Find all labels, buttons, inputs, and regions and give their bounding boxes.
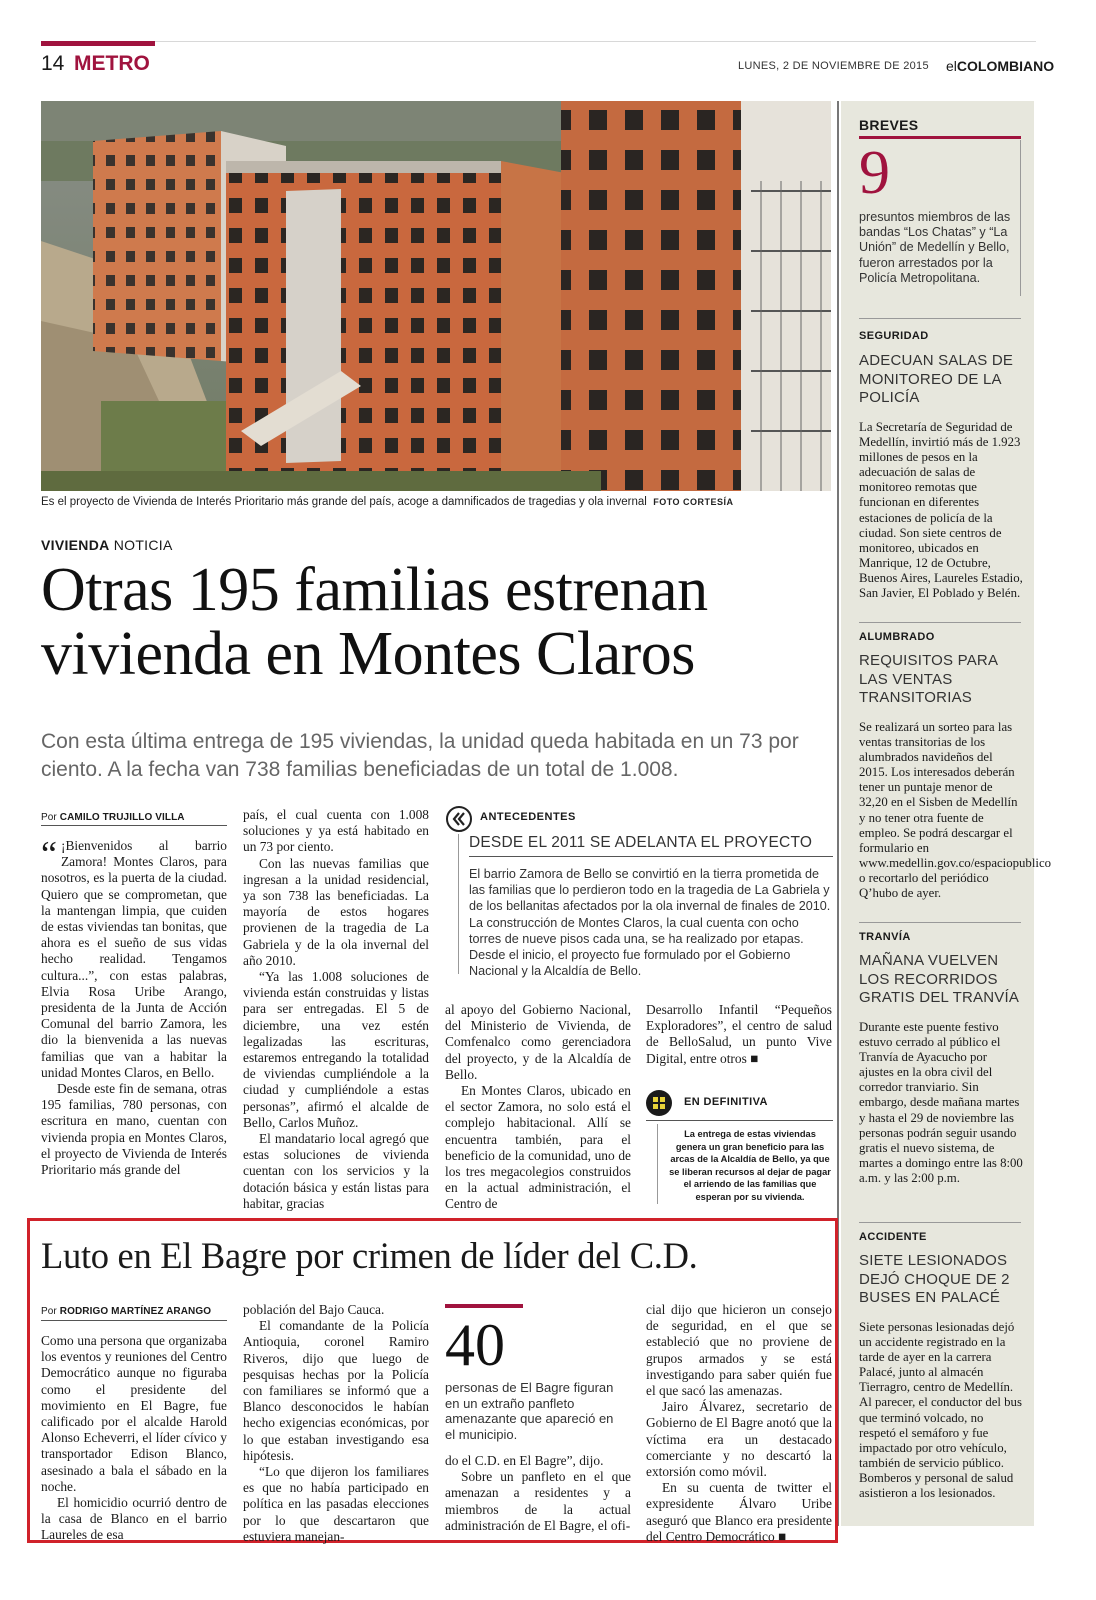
second-column-3 [445,1453,631,1534]
headline-line-2: vivienda en Montes Claros [41,620,695,688]
opening-quote-mark: “ [41,834,57,874]
chevrons-left-icon [446,806,472,832]
brief-body: Siete personas lesionadas dejó un accidente registrado en la tarde de ayer en la carrera Palacé, junto al almacén Tierragro, centro de Medellín. Al parecer, el conductor del bus que terminó volcado, no respetó el semáforo y fue impactado por otro vehículo, también de servicio público. Bomberos y personal de salud asistieron a los lesionados. [859,1320,1022,1501]
second-byline-rule [41,1320,227,1321]
second-big-number: 40 [445,1312,505,1378]
main-col2-para1: país, el cual cuenta con 1.008 soluciones y ya está habitado en un 73 por ciento. [243,807,429,855]
brief-category: TRANVÍA [859,931,911,943]
story-deck: Con esta última entrega de 195 viviendas, la unidad queda habitada en un 73 por ciento. A la fecha van 738 familias beneficiadas de un total de 1.008. [41,730,799,781]
sidebar-divider [859,622,1021,623]
brand-prefix: el [946,58,957,74]
brief-body: Durante este puente festivo estuvo cerrado al público el Tranvía de Ayacucho por ajustes en la obra civil del corredor tranviario. Sin embargo, desde mañana martes y hasta el 29 de noviembre las personas podrán seguir usando gratis el nuevo sistema, de martes a domingo entre las 8:00 a.m. y las 2:00 p.m. [859,1020,1023,1185]
brief-headline[interactable]: REQUISITOS PARA LAS VENTAS TRANSITORIAS [859,652,998,706]
byline-rule [41,825,227,826]
brief-category: SEGURIDAD [859,330,929,342]
sidebar-divider [859,922,1021,923]
top-rule [41,41,1036,42]
second-col1-para1: Como una persona que organizaba los eventos y reuniones del Centro Democrático aunque no figuraba como el presidente del movimiento en El Bagre, fue calificado por el alcalde Harold Alonso Echeverri, el líder cívico y transportador Edison Blanco, asesinado a bala el sábado en la noche. [41,1333,227,1494]
second-col4-para2: Jairo Álvarez, secretario de Gobierno de El Bagre anotó que la víctima era un destacado comerciante y no descartó la extorsión como móvil. [646,1399,832,1480]
brief-body: Se realizará un sorteo para las ventas transitorias de los alumbrados navideños del 2015. Los interesados deberán tener un puntaje menor de 32,20 en el Sisben de Medellín y no tener otra fuente de empleo. Se podrá descargar el formulario en www.medellin.gov.co/espaciopublico o recortarlo del periódico Q’hubo de ayer. [859,720,1052,901]
main-column-4 [646,1002,832,1067]
page-number: 14 [41,52,65,75]
second-byline-prefix: Por [41,1306,57,1317]
main-col1-para1: “ ¡Bienvenidos al barrio Zamora! Montes Claros, para nosotros, es la puerta de la ciudad. Quiero que se comprometan, que la mantengan limpia, que cuiden de estas viviendas tan bonitas, que ahora es el sueño de sus vidas hecho realidad. Tengamos cultura...”, con estas palabras, Elvia Rosa Uribe Arango, presidenta de la Junta de Acción Comunal del barrio Zamora, les dio la bienvenida a las nuevas familias que van a habitar la unidad Montes Claros, en Bello. [41,834,227,1080]
section-accent-bar [41,41,155,46]
sidebar-divider [859,1222,1021,1223]
antecedentes-title: DESDE EL 2011 SE ADELANTA EL PROYECTO [469,834,813,851]
second-column-4 [646,1302,832,1545]
byline [41,812,185,823]
kicker-topic: VIVIENDA [41,537,110,553]
antecedentes-rule [469,856,833,857]
second-byline [41,1306,211,1317]
issue-date: LUNES, 2 DE NOVIEMBRE DE 2015 [738,60,929,72]
photo-credit: FOTO CORTESÍA [653,497,734,507]
en-definitiva-side-rule [657,1124,658,1204]
main-col4-para1: Desarrollo Infantil “Pequeños Exploradores”, el centro de salud de BelloSalud, un punto Vive Digital, entre otros ■ [646,1002,832,1066]
second-col1-para2: El homicidio ocurrió dentro de la casa de Blanco en el barrio Laureles de esa [41,1495,227,1543]
second-column-1 [41,1333,227,1544]
en-definitiva-rule [646,1120,833,1121]
second-col4-para1: cial dijo que hicieron un consejo de seguridad, en el que se estableció que no proviene de grupos armados y se está investigando para saber quién fue el que sacó las amenazas. [646,1302,832,1399]
puzzle-icon [646,1090,672,1116]
brand-name: COLOMBIANO [956,58,1055,74]
second-col2-para2: El comandante de la Policía Antioquia, coronel Ramiro Riveros, dijo que luego de pesquisas hechas por la Policía con familiares se informó que a Blanco desconocidos le habían hecho exigencias económicas, por lo que estaban investigando esa hipótesis. [243,1318,429,1463]
brief-headline[interactable]: SIETE LESIONADOS DEJÓ CHOQUE DE 2 BUSES EN PALACÉ [859,1252,1010,1306]
en-definitiva-body: La entrega de estas viviendas genera un gran beneficio para las arcas de la Alcaldía de Bello, ya que se liberan recursos al dejar de pagar el arriendo de las familias que esperan por su vivienda. [669,1129,831,1202]
second-byline-name: RODRIGO MARTÍNEZ ARANGO [59,1306,212,1317]
antecedentes-label: ANTECEDENTES [480,811,576,823]
byline-prefix: Por [41,812,57,823]
main-photo[interactable] [41,101,831,491]
main-column-3 [445,1002,631,1213]
headline-line-1: Otras 195 familias estrenan [41,556,708,624]
second-column-2 [243,1302,429,1545]
sidebar-divider [859,318,1021,319]
en-definitiva-label: EN DEFINITIVA [684,1096,768,1108]
sidebar-big-number-text: presuntos miembros de las bandas “Los Chatas” y “La Unión” de Medellín y Bello, fueron arrestados por la Policía Metropolitana. [859,210,1011,285]
main-col2-para3: “Ya las 1.008 soluciones de vivienda están construidas y listas para ser entregadas. El 5 de diciembre, una vez estén legalizadas las escrituras, estaremos entregando la totalidad de viviendas cumpliéndole a la ciudad y cumpliéndole a estas personas”, afirmó el alcalde de Bello, Carlos Muñoz. [243,969,429,1130]
byline-name: CAMILO TRUJILLO VILLA [59,812,185,823]
story-kicker [41,537,173,553]
main-col3-para2: En Montes Claros, ubicado en el sector Zamora, no solo está el complejo habitacional. Allí se encuentra también, para el beneficio de la comunidad, uno de los tres megacolegios construidos en la actual administración, el Centro de [445,1083,631,1212]
second-headline[interactable]: Luto en El Bagre por crimen de líder del C.D. [41,1235,698,1276]
main-headline[interactable] [41,558,841,686]
main-col3-para1: al apoyo del Gobierno Nacional, del Ministerio de Vivienda, de Comfenalco como gerenciadora del proyecto, y de la Alcaldía de Bello. [445,1002,631,1082]
apartment-towers-illustration [41,101,831,491]
main-col1-para2: Desde este fin de semana, otras 195 familias, 780 personas, con escritura en mano, cuentan con vivienda propia en Montes Claros, el proyecto de Vivienda de Interés Prioritario más grande del [41,1081,227,1178]
antecedentes-side-rule [458,834,459,974]
brief-category: ALUMBRADO [859,631,935,643]
photo-caption [41,496,831,508]
antecedentes-body: El barrio Zamora de Bello se convirtió en la tierra prometida de las familias que lo perdieron todo en la tragedia de La Gabriela y de los bellanitas afectados por la ola invernal de finales de 2010. La construcción de Montes Claros, la cual cuenta con ocho torres de nueve pisos cada una, se ha realizado por etapas. Desde el inicio, el proyecto fue formulado por el Gobierno Nacional y la Alcaldía de Bello. [469,867,831,979]
section-name: METRO [74,52,150,75]
big-number-accent-bar [445,1304,523,1308]
sidebar-big-number: 9 [859,139,890,207]
caption-text: Es el proyecto de Vivienda de Interés Prioritario más grande del país, acoge a damnificados de tragedias y ola invernal [41,496,647,508]
second-big-number-text: personas de El Bagre figuran en un extraño panfleto amenazante que apareció en el municipio. [445,1380,614,1442]
second-col3-para2: Sobre un panfleto en el que amenazan a residentes y a miembros de la actual administración de El Bagre, el ofi- [445,1469,631,1533]
main-column-1 [41,834,227,1178]
brief-headline[interactable]: ADECUAN SALAS DE MONITOREO DE LA POLICÍA [859,352,1014,406]
second-col4-para3: En su cuenta de twitter el expresidente Álvaro Uribe aseguró que Blanco era presidente del Centro Democrático ■ [646,1480,832,1544]
brief-category: ACCIDENTE [859,1231,927,1243]
main-col2-para4: El mandatario local agregó que estas soluciones de vivienda cuentan con los servicios y la dotación básica y están listas para habitar, gracias [243,1131,429,1211]
second-col2-para1: población del Bajo Cauca. [243,1302,385,1317]
newspaper-brand [946,58,1054,74]
kicker-type: NOTICIA [113,537,173,553]
main-col2-para2: Con las nuevas familias que ingresan a la unidad residencial, ya son 738 las beneficiadas. La mayoría de estos hogares provienen de la tragedia de La Gabriela y de la ola invernal del año 2010. [243,855,429,968]
main-column-2 [243,807,429,1212]
brief-headline[interactable]: MAÑANA VUELVEN LOS RECORRIDOS GRATIS DEL TRANVÍA [859,952,1020,1006]
second-col2-para3: “Lo que dijeron los familiares es que no había participado en política en las pasadas elecciones por lo que descartaron que estuviera manejan- [243,1464,429,1544]
second-col3-para1: do el C.D. en El Bagre”, dijo. [445,1453,604,1468]
sidebar-number-rule [1020,140,1021,296]
sidebar-title: BREVES [859,117,919,133]
brief-body: La Secretaría de Seguridad de Medellín, invirtió más de 1.923 millones de pesos en la adecuación de salas de monitoreo remotas que funcionan en diferentes estaciones de policía de la ciudad. Son siete centros de monitoreo, ubicados en Manrique, 12 de Octubre, Buenos Aires, Laureles Estadio, San Javier, El Poblado y Belén. [859,420,1023,601]
